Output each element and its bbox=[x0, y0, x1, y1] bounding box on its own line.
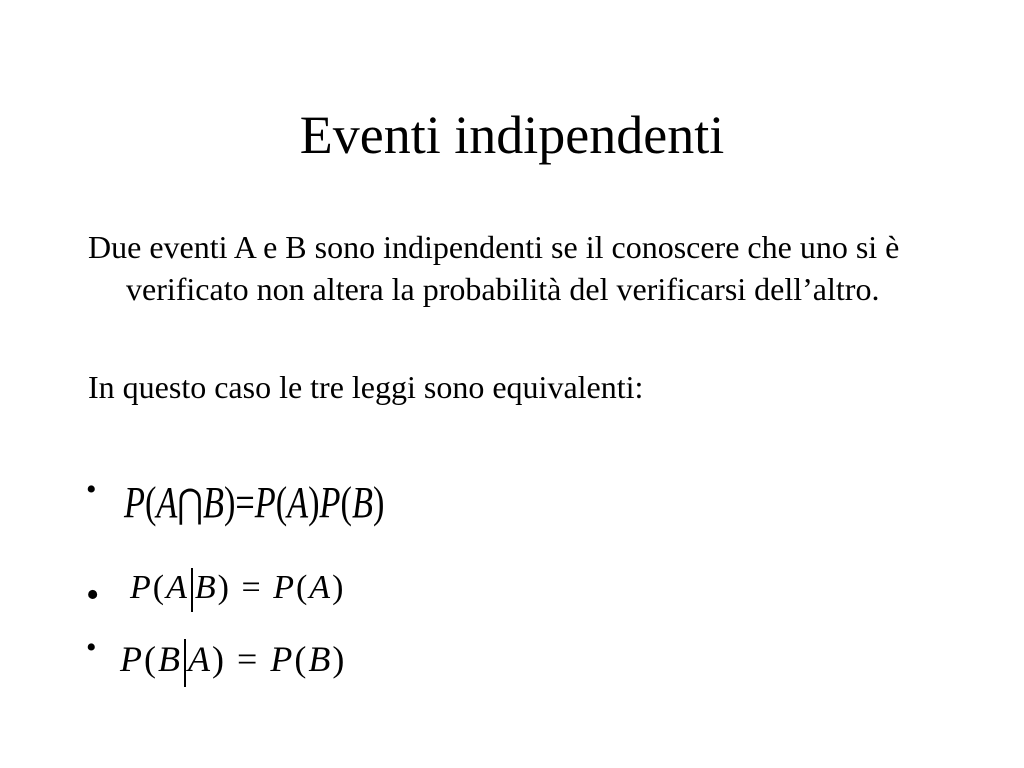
formula-symbol: B bbox=[158, 639, 182, 679]
formula-symbol: ( bbox=[152, 569, 167, 606]
slide-title: Eventi indipendenti bbox=[299, 105, 725, 165]
intersection-symbol: ⋂ bbox=[177, 481, 203, 526]
definition-paragraph: Due eventi A e B sono indipendenti se il conoscere che uno si è verificato non altera la probabilità del verificarsi dell’altro. bbox=[88, 229, 900, 307]
formula-symbol: ) bbox=[308, 478, 320, 527]
formula-symbol: A bbox=[309, 569, 333, 606]
bullet-3: • bbox=[86, 631, 97, 664]
formula-symbol: ( bbox=[275, 478, 288, 527]
bullet-2: • bbox=[86, 574, 100, 616]
formula-symbol: ) bbox=[332, 569, 346, 606]
formula-symbol: B bbox=[202, 478, 224, 527]
equals-symbol: = bbox=[241, 569, 263, 606]
formula-symbol: ( bbox=[340, 478, 352, 527]
formula-symbol: P bbox=[273, 569, 296, 606]
formula-symbol: ( bbox=[295, 569, 310, 606]
formula-symbol: ) bbox=[372, 478, 385, 527]
formula-symbol: P bbox=[270, 639, 295, 679]
formula-symbol: A bbox=[166, 569, 189, 606]
formula-symbol: ) bbox=[217, 569, 231, 606]
formula-symbol: B bbox=[308, 639, 333, 679]
bullet-1: • bbox=[86, 473, 97, 506]
formula-symbol: P bbox=[254, 478, 276, 527]
formula-symbol: P bbox=[124, 478, 145, 527]
formula-symbol: P bbox=[130, 569, 153, 606]
formula-symbol: P bbox=[120, 639, 144, 679]
formula-symbol: ) bbox=[223, 478, 236, 527]
equals-symbol: = bbox=[237, 639, 260, 679]
formula-symbol: A bbox=[287, 478, 309, 527]
formula-conditional-b-given-a bbox=[120, 636, 346, 687]
formula-symbol: A bbox=[188, 639, 212, 679]
formula-symbol: ( bbox=[144, 639, 158, 679]
formula-symbol: ) bbox=[212, 639, 226, 679]
conditional-bar bbox=[191, 568, 193, 612]
formula-symbol: P bbox=[319, 478, 341, 527]
conditional-bar bbox=[184, 639, 186, 687]
formula-symbol: B bbox=[351, 478, 373, 527]
formula-conditional-a-given-b bbox=[130, 566, 345, 612]
formula-symbol: ( bbox=[144, 478, 157, 527]
formula-symbol: ( bbox=[294, 639, 309, 679]
formula-symbol: A bbox=[156, 478, 178, 527]
formula-intersection bbox=[124, 478, 384, 529]
formula-symbol: B bbox=[194, 569, 218, 606]
formula-symbol: ) bbox=[332, 639, 347, 679]
equals-symbol: = bbox=[235, 478, 255, 527]
equivalence-paragraph: In questo caso le tre leggi sono equivalenti: bbox=[88, 369, 644, 405]
